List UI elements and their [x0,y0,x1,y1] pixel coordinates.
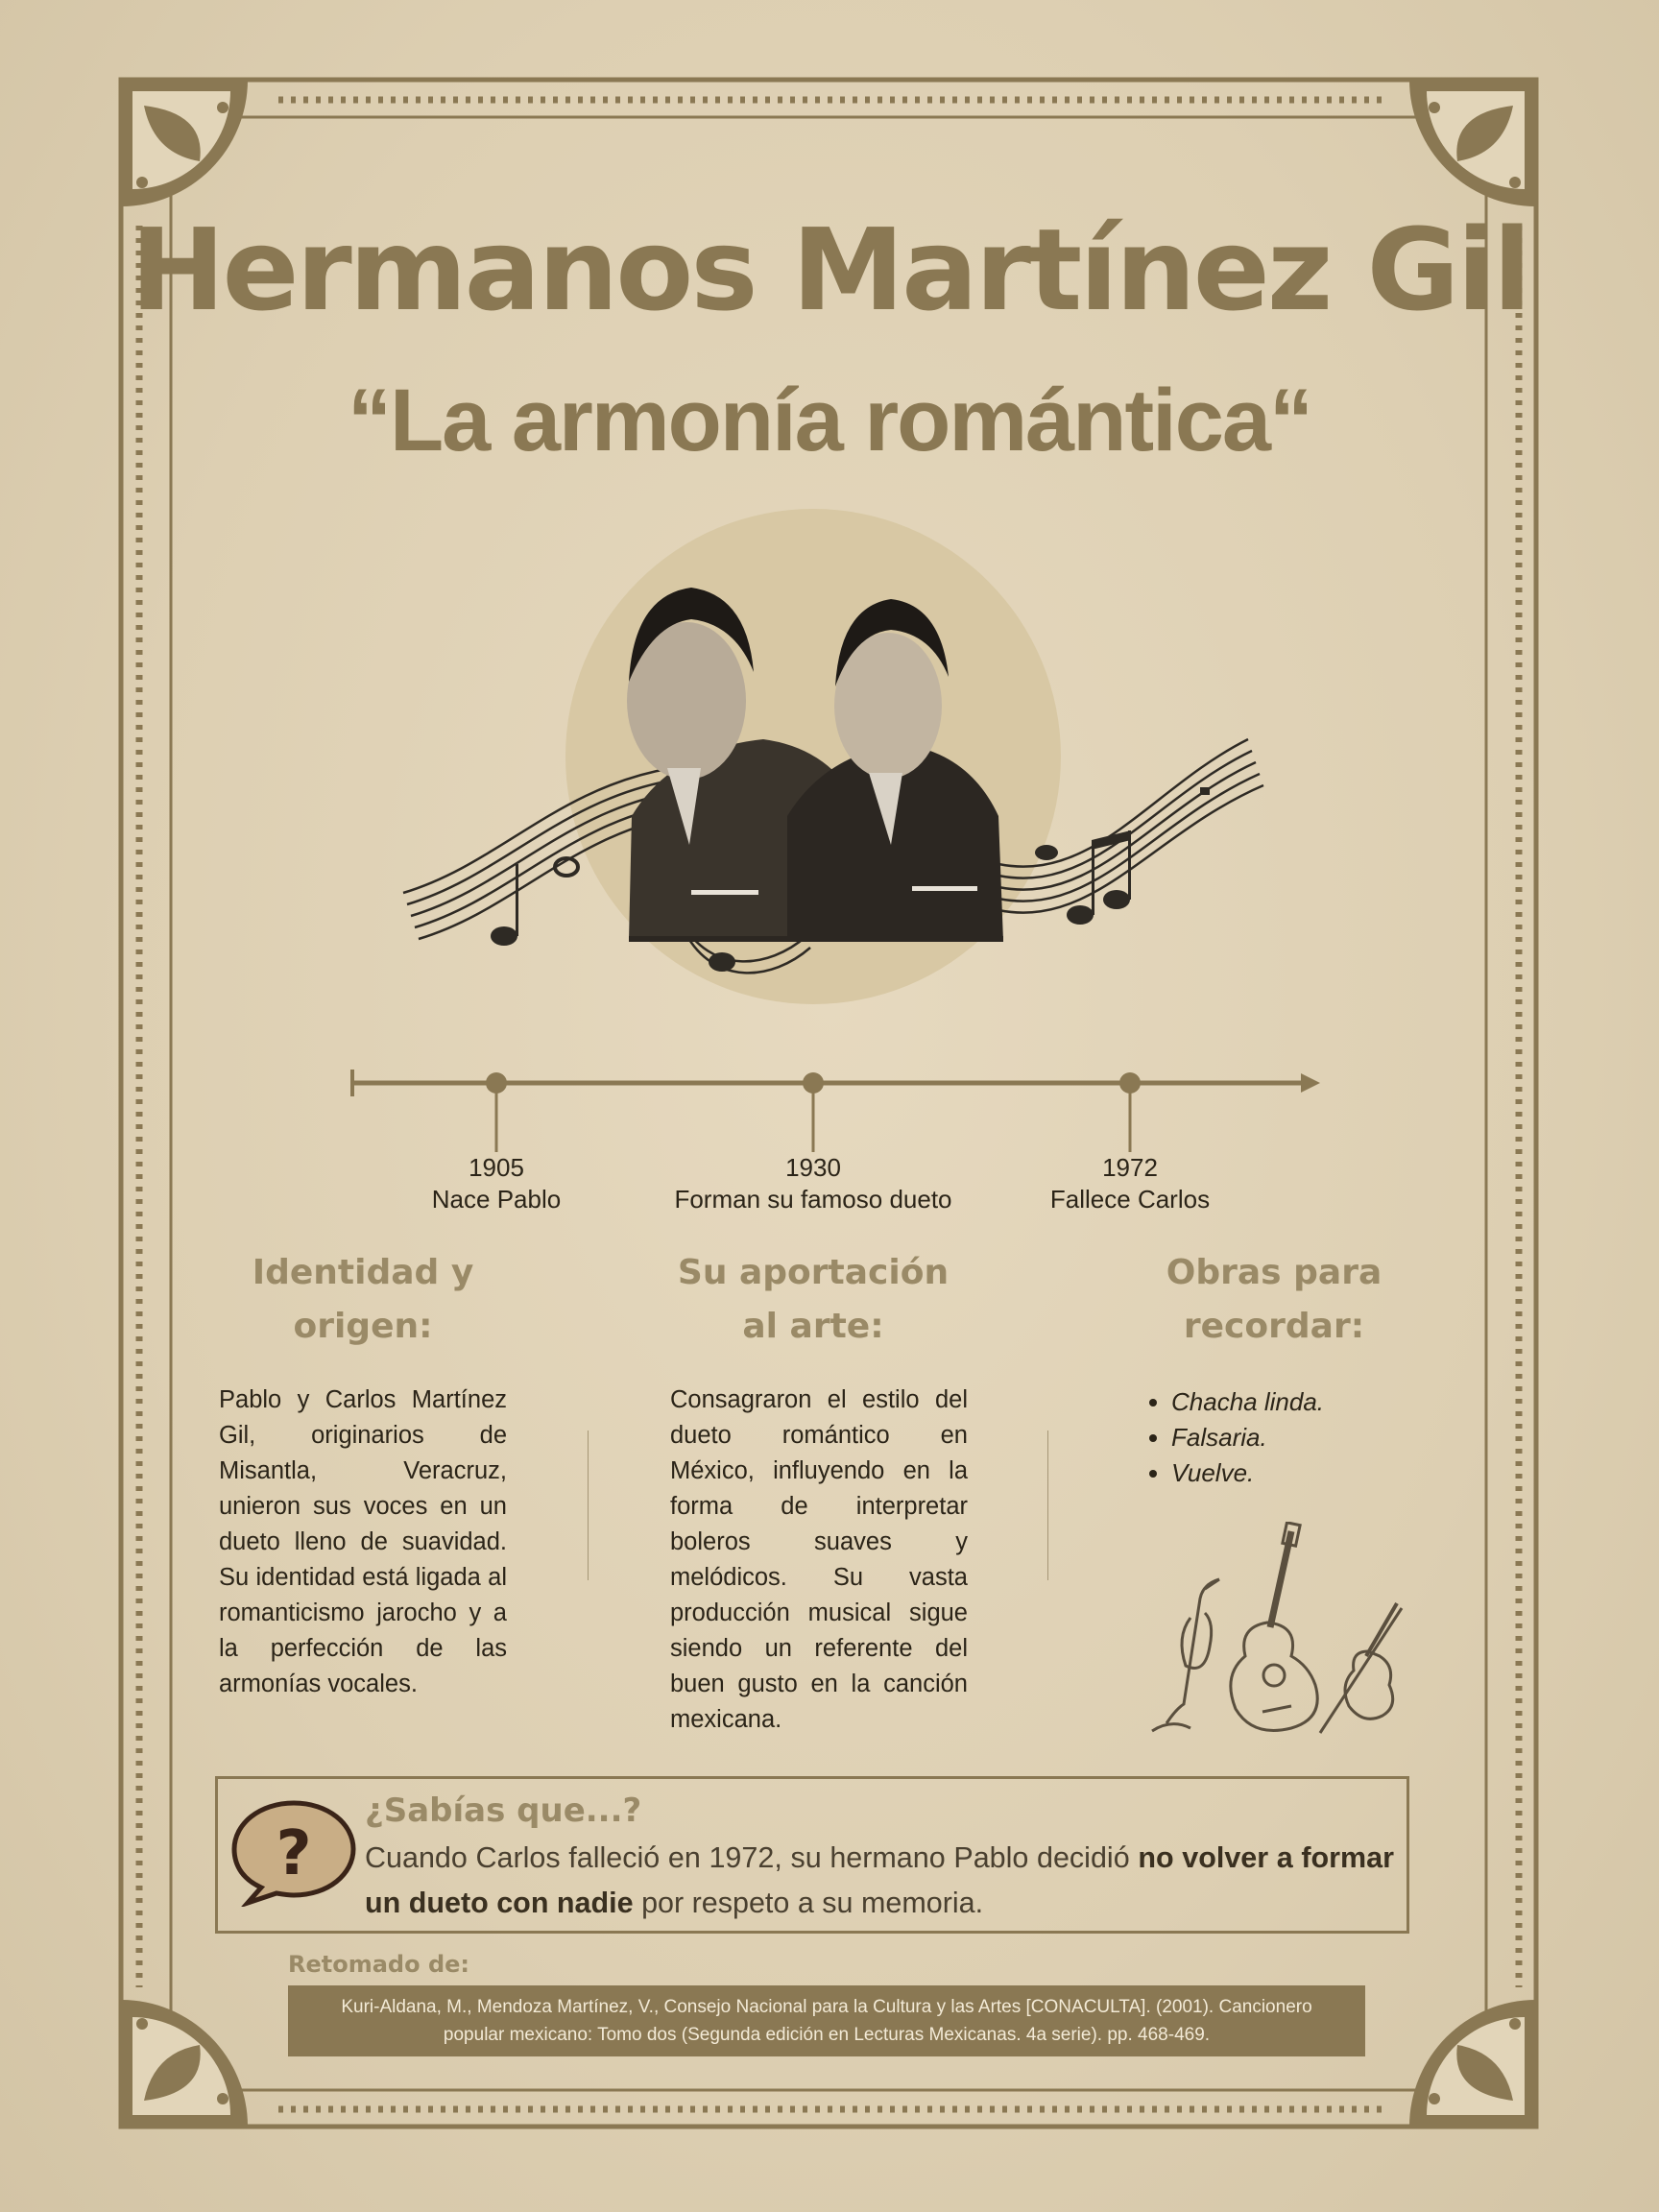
identity-text: Pablo y Carlos Martínez Gil, originarios de Misantla, Veracruz, unieron sus voces en un dueto lleno de suavidad. Su identidad está ligada al romanticismo jarocho y a la perfección de las armonías vocales. [219,1386,507,1697]
timeline-marker-1930 [803,1072,824,1152]
citation-line: Kuri-Aldana, M., Mendoza Martínez, V., Consejo Nacional para la Cultura y las Artes [CONACULTA]. (2001). Cancionero [341,1997,1312,2017]
column-divider [588,1431,589,1580]
source-label: Retomado de: [288,1951,469,1978]
event-year: 1930 [785,1153,841,1182]
event-year: 1905 [469,1153,524,1182]
guitar-icon [1231,1523,1317,1731]
list-item: • Falsaria. [1171,1420,1324,1455]
list-item: • Chacha linda. [1171,1384,1324,1420]
timeline-marker-1972 [1119,1072,1141,1152]
instruments-illustration [1147,1522,1407,1743]
fact-title: ¿Sabías que...? [365,1791,642,1830]
fact-text: Cuando Carlos falleció en 1972, su hermano Pablo decidió no volver a formar un dueto con nadie por respeto a su memoria. [365,1841,1394,1919]
timeline-event-1905 [338,1152,655,1215]
timeline-arrow-icon [1301,1073,1320,1093]
violin-icon [1320,1603,1402,1733]
list-item: • Vuelve. [1171,1455,1324,1491]
event-year: 1972 [1102,1153,1158,1182]
citation-line: popular mexicano: Tomo dos (Segunda edición en Lecturas Mexicanas. 4a serie). pp. 468-469. [443,2025,1211,2045]
works-heading: Obras para recordar: [1166,1253,1382,1346]
contribution-text: Consagraron el estilo del dueto romántico en México, influyendo en la forma de interpretar boleros suaves y melódicos. Su vasta producción musical sigue siendo un referente del buen gusto en la canción mexicana. [670,1386,968,1733]
question-bubble-icon [230,1799,357,1907]
corner-ornament-top-left [121,80,248,206]
source-citation [288,1985,1365,2056]
corner-ornament-top-right [1409,80,1536,206]
portrait-illustration [384,499,1277,1018]
timeline-event-1930 [655,1152,972,1215]
event-label: Nace Pablo [431,1185,562,1214]
corner-ornament-bottom-right [1409,2000,1536,2127]
contribution-heading: Su aportación al arte: [677,1253,950,1346]
page-subtitle: “La armonía romántica“ [347,372,1312,469]
works-list [1146,1384,1324,1491]
event-label: Fallece Carlos [1049,1185,1211,1214]
trumpet-icon [1152,1579,1219,1731]
corner-ornament-bottom-left [121,2000,248,2127]
column-divider [1047,1431,1048,1580]
timeline-marker-1905 [486,1072,507,1152]
svg-text:?: ? [276,1818,312,1889]
identity-heading: Identidad y origen: [252,1253,474,1346]
page-title: Hermanos Martínez Gil [130,204,1529,336]
timeline [341,1056,1330,1162]
event-label: Forman su famoso dueto [674,1185,952,1214]
timeline-event-1972 [972,1152,1288,1215]
